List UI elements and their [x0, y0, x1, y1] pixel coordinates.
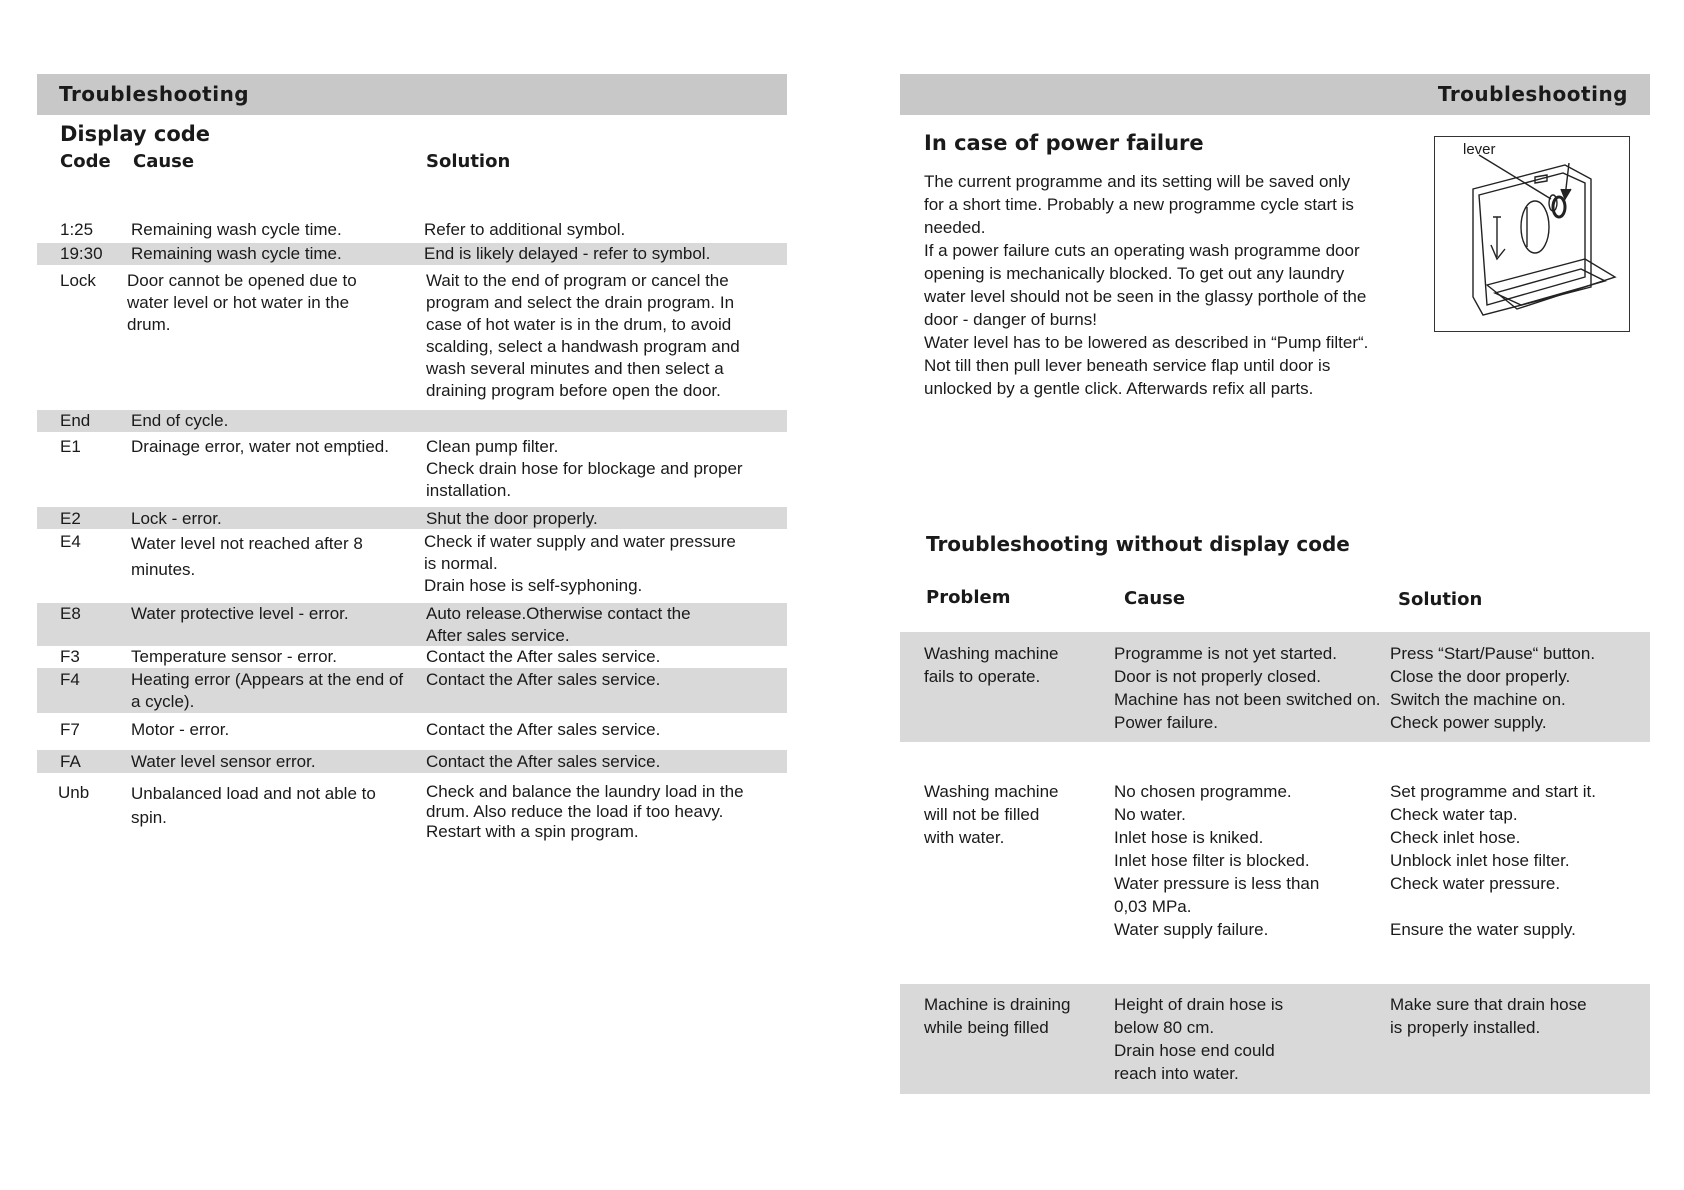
row-cause: Door cannot be opened due to water level or hot water in the drum.: [127, 271, 357, 334]
row-solution: Check and balance the laundry load in the drum. Also reduce the load if too heavy. Restart with a spin program.: [426, 782, 744, 841]
row-cause: Water level not reached after 8 minutes.: [131, 534, 363, 579]
nocode-row-solution: Press “Start/Pause“ button. Close the door properly. Switch the machine on. Check power supply.: [1390, 644, 1596, 732]
col-cause-header: Cause: [1124, 588, 1186, 609]
left-header-bar: [37, 74, 787, 115]
washing-machine-door-icon: [1435, 137, 1629, 331]
row-cause: Temperature sensor - error.: [131, 647, 337, 666]
row-solution: End is likely delayed - refer to symbol.: [424, 244, 711, 263]
right-header-title: Troubleshooting: [1437, 82, 1628, 106]
row-code: E8: [60, 604, 81, 623]
row-solution: Auto release.Otherwise contact the After sales service.: [426, 604, 691, 645]
row-cause: Water protective level - error.: [131, 604, 349, 623]
row-solution: Contact the After sales service.: [426, 647, 661, 666]
nocode-row-cause: Height of drain hose is below 80 cm. Drain hose end could reach into water.: [1114, 995, 1284, 1083]
row-code: FA: [60, 752, 81, 771]
row-solution: Contact the After sales service.: [426, 670, 661, 689]
lever-label: lever: [1463, 141, 1496, 158]
row-code: E1: [60, 437, 81, 456]
row-cause: Motor - error.: [131, 720, 230, 739]
row-cause: Lock - error.: [131, 509, 222, 528]
nocode-row-problem: Machine is draining while being filled: [924, 995, 1071, 1037]
row-solution: Contact the After sales service.: [426, 752, 661, 771]
right-header-bar: [900, 74, 1650, 115]
col-problem-header: Problem: [926, 587, 1011, 608]
row-cause: Drainage error, water not emptied.: [131, 437, 389, 456]
col-code-header: Code: [60, 151, 111, 172]
power-failure-title: In case of power failure: [924, 131, 1204, 155]
row-cause: Remaining wash cycle time.: [131, 244, 342, 263]
row-code: F3: [60, 647, 80, 666]
row-code: F7: [60, 720, 80, 739]
row-code: F4: [60, 670, 80, 689]
power-failure-text: The current programme and its setting will be saved only for a short time. Probably a new programme cycle start is needed. If a power failure cuts an operating wash programme door opening is mechanically blocked. To get out any laundry water level should not be seen in the glassy porthole of the door - danger of burns! Water level has to be lowered as described in “Pump filter“. Not till then pull lever beneath service flap until door is unlocked by a gentle click. Afterwards refix all parts.: [924, 172, 1369, 398]
row-code: 19:30: [60, 244, 103, 263]
nocode-title: Troubleshooting without display code: [926, 532, 1350, 556]
lever-figure: [1434, 136, 1630, 332]
nocode-row-problem: Washing machine fails to operate.: [924, 644, 1059, 686]
row-solution: Check if water supply and water pressure is normal. Drain hose is self-syphoning.: [424, 532, 736, 595]
row-cause: End of cycle.: [131, 411, 229, 430]
row-solution: Contact the After sales service.: [426, 720, 661, 739]
row-code: E4: [60, 532, 81, 551]
row-code: E2: [60, 509, 81, 528]
nocode-row-cause: Programme is not yet started. Door is not properly closed. Machine has not been switched on. Power failure.: [1114, 644, 1381, 732]
row-solution: Clean pump filter. Check drain hose for blockage and proper installation.: [426, 437, 743, 500]
nocode-row-solution: Set programme and start it. Check water tap. Check inlet hose. Unblock inlet hose filter. Check water pressure. Ensure the water supply.: [1390, 782, 1596, 939]
row-cause: Unbalanced load and not able to spin.: [131, 784, 376, 827]
row-code: End: [60, 411, 91, 430]
row-code: Unb: [58, 783, 90, 802]
nocode-row-solution: Make sure that drain hose is properly installed.: [1390, 995, 1587, 1037]
col-solution-header: Solution: [426, 151, 511, 172]
nocode-row-cause: No chosen programme. No water. Inlet hose is kniked. Inlet hose filter is blocked. Water pressure is less than 0,03 MPa. Water supply failure.: [1114, 782, 1320, 939]
row-cause: Remaining wash cycle time.: [131, 220, 342, 239]
row-cause: Heating error (Appears at the end of a cycle).: [131, 670, 404, 711]
row-solution: Wait to the end of program or cancel the program and select the drain program. In case of hot water is in the drum, to avoid scalding, select a handwash program and wash several minutes and then select a draining program before open the door.: [426, 271, 740, 400]
row-solution: Refer to additional symbol.: [424, 220, 626, 239]
row-code: Lock: [60, 271, 96, 290]
right-page: [842, 0, 1684, 1190]
display-code-title: Display code: [60, 122, 211, 146]
col-solution-header: Solution: [1398, 589, 1483, 610]
col-cause-header: Cause: [133, 151, 195, 172]
nocode-row-problem: Washing machine will not be filled with water.: [924, 782, 1059, 847]
row-cause: Water level sensor error.: [131, 752, 316, 771]
row-solution: Shut the door properly.: [426, 509, 598, 528]
left-header-title: Troubleshooting: [59, 82, 250, 106]
row-code: 1:25: [60, 220, 94, 239]
